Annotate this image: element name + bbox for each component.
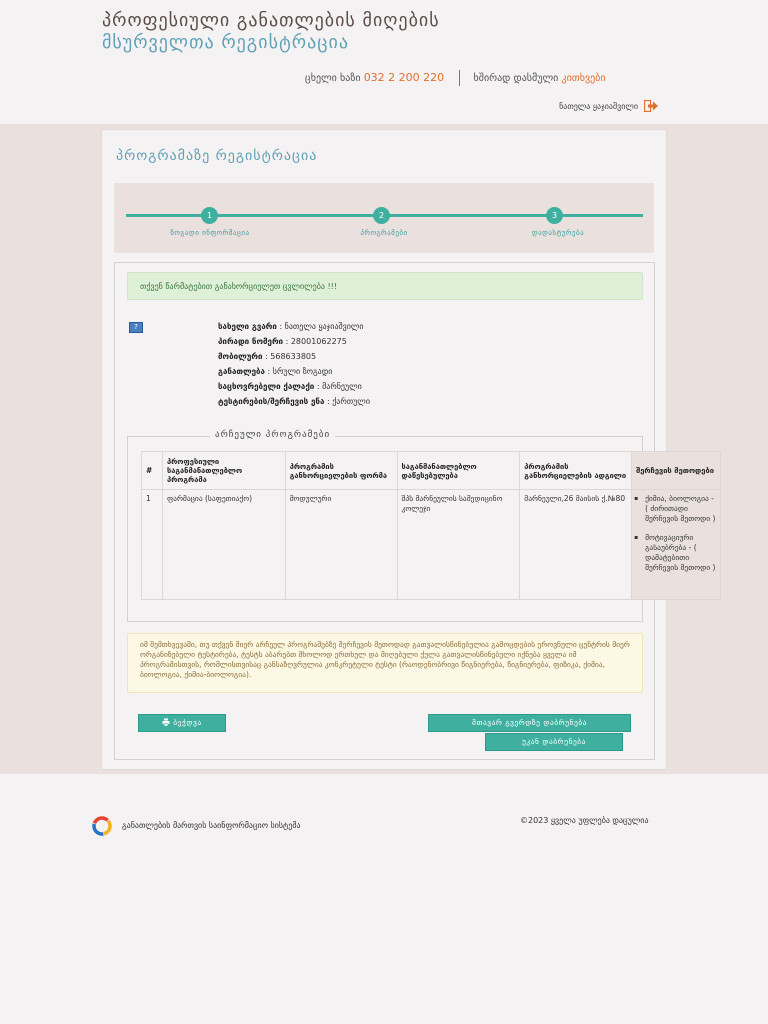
- cell-methods: [632, 490, 721, 600]
- panel-title: პროგრამაზე რეგისტრაცია: [116, 148, 318, 164]
- content-box: [114, 262, 716, 760]
- help-icon[interactable]: ?: [129, 322, 143, 333]
- wizard-steps: [114, 183, 654, 253]
- user-name: ნათელა ყაჯიაშვილი: [559, 101, 638, 111]
- faq-link[interactable]: კითხვები: [561, 73, 606, 84]
- cell-form: მოდულური: [285, 490, 397, 600]
- method-item: ▪ ქიმია, ბიოლოგია - ( ძირითადი შერჩევის მეთოდი ): [636, 494, 716, 524]
- step-3-dot: 3: [546, 207, 563, 224]
- col-location: პროგრამის განხორციელების ადგილი: [520, 452, 632, 490]
- table-row: [142, 490, 721, 600]
- step-3-label: დადასტურება: [531, 229, 585, 237]
- col-methods: შერჩევის მეთოდები: [632, 452, 721, 490]
- col-program: პროფესიული საგანმანათლებლო პროგრამა: [162, 452, 285, 490]
- info-row: განათლება : სრული ზოგადი: [218, 367, 333, 376]
- hotline-number[interactable]: 032 2 200 220: [363, 71, 445, 84]
- site-title-line2: მსურველთა რეგისტრაცია: [102, 32, 349, 53]
- col-number: #: [142, 452, 163, 490]
- back-button[interactable]: უკან დაბრუნება: [485, 733, 623, 751]
- cell-number: 1: [142, 490, 163, 600]
- step-1-label: ზოგადი ინფორმაცია: [170, 229, 250, 237]
- footer-copyright: ©2023 ყველა უფლება დაცულია: [520, 816, 649, 825]
- emis-logo-icon: [90, 816, 114, 836]
- faq-prefix: ხშირად დასმული: [473, 73, 559, 84]
- warning-note: იმ შემთხვევაში, თუ თქვენ მიერ არჩეულ პროგრამებზე შერჩევის მეთოდად გათვალისწინებულია გამოცდების ეროვნული ცენტრის მიერ ორგანიზებული ტესტირება, ტესტს აბარებთ მხოლოდ ერთხელ და მიღებული ქულა გათვალისწინებული იქნება ყველა იმ პროგრამისთვის, რომლისთვისაც განსაზღვრულია კონკრეტული ტესტი (რაოდენობრივი წიგნიერება, წიგნიერება, ფიზიკა, ქიმია, ბიოლოგია, ქიმია-ბიოლოგია).: [127, 633, 643, 693]
- col-form: პროგრამის განხორციელების ფორმა: [285, 452, 397, 490]
- hotline-label: ცხელი ხაზი: [305, 73, 361, 84]
- cell-location: მარნეული,26 მაისის ქ.№80: [520, 490, 632, 600]
- fieldset-legend: არჩეული პროგრამები: [210, 430, 335, 440]
- print-button[interactable]: [138, 714, 226, 732]
- success-alert: თქვენ წარმატებით განახორციელეთ ცვლილება !!!: [127, 272, 643, 300]
- col-institution: საგანმანათლებლო დაწესებულება: [397, 452, 520, 490]
- info-row: პირადი ნომერი : 28001062275: [218, 337, 347, 346]
- footer-system-name: განათლების მართვის საინფორმაციო სისტემა: [122, 821, 301, 830]
- home-button[interactable]: მთავარ გვერდზე დაბრუნება: [428, 714, 631, 732]
- logout-icon[interactable]: [644, 100, 658, 112]
- cell-program: ფარმაცია (საფეთიაქო): [162, 490, 285, 600]
- cell-institution: შპს მარნეულის სამედიცინო კოლეჯი: [397, 490, 520, 600]
- print-label: ბეჭდვა: [173, 718, 202, 727]
- step-1-dot: 1: [201, 207, 218, 224]
- step-2-dot: 2: [373, 207, 390, 224]
- table-header-row: [142, 452, 721, 490]
- registration-panel: [101, 129, 716, 770]
- divider: [459, 70, 460, 86]
- step-2-label: პროგრამები: [360, 229, 408, 237]
- info-row: ტესტირების/შერჩევის ენა : ქართული: [218, 397, 370, 406]
- info-row: სახელი გვარი : ნათელა ყაჯიაშვილი: [218, 322, 364, 331]
- programs-table: [141, 451, 721, 600]
- contact-bar: [305, 70, 606, 86]
- selected-programs-fieldset: [127, 430, 716, 622]
- info-row: საცხოვრებელი ქალაქი : მარნეული: [218, 382, 362, 391]
- method-item: ▪ მოტივაციური გასაუბრება - ( დამატებითი შერჩევის მეთოდი ): [636, 533, 716, 573]
- site-header: [0, 0, 768, 124]
- applicant-info: [218, 319, 370, 409]
- info-row: მობილური : 568633805: [218, 352, 317, 361]
- user-bar: [559, 100, 658, 112]
- site-title-line1: პროფესიული განათლების მიღების: [102, 10, 440, 31]
- print-icon: [162, 718, 170, 726]
